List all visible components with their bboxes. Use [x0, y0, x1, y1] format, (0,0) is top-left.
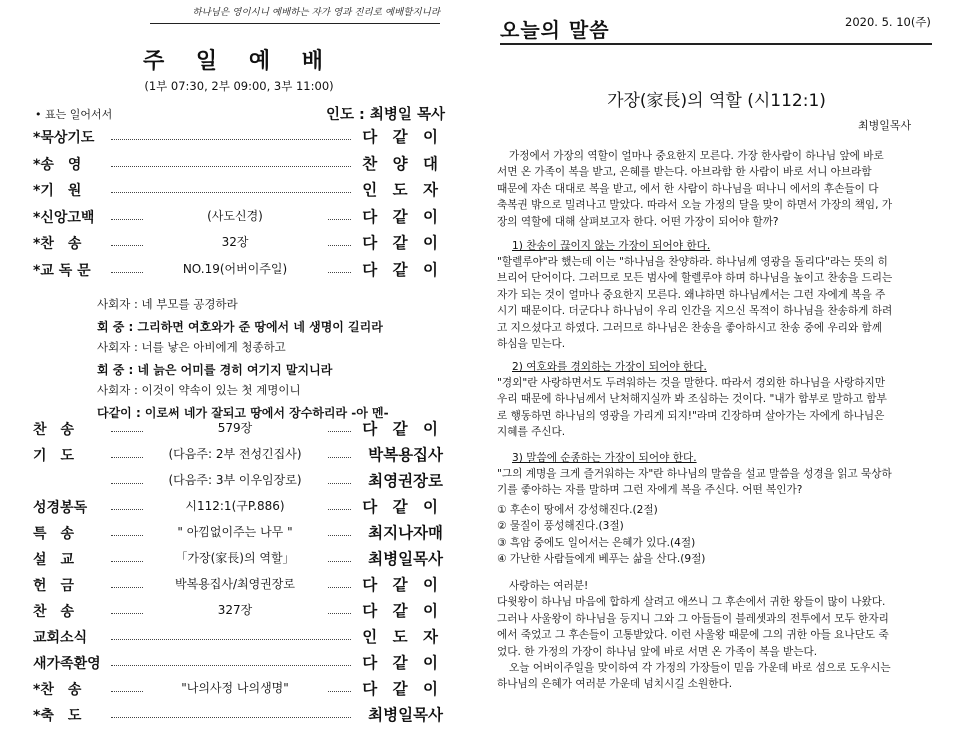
order-item-person: 최병일목사 — [368, 706, 443, 724]
order-item-title: 찬 송 — [33, 422, 75, 438]
service-times: (1부 07:30, 2부 09:00, 3부 11:00) — [144, 79, 334, 93]
order-item-title: *교 독 문 — [33, 262, 91, 279]
text-line: 지혜를 주신다. — [497, 426, 566, 439]
text-line: ④ 가난한 사람들에게 베푸는 삶을 산다.(9절) — [497, 553, 706, 566]
header-divider — [500, 43, 932, 45]
order-item-detail: (다음주: 3부 이우임장로) — [143, 471, 327, 488]
text-line: 오늘 어버이주일을 맞이하여 각 가정의 가장들이 믿음 가운데 바로 섬으로 도우시는 — [509, 662, 891, 675]
text-line: 었다. 한 가정의 가장이 하나님 앞에 바로 서면 온 가족이 복을 받는다. — [497, 645, 818, 658]
dotted-leader — [111, 166, 351, 167]
reading-line: 다같이 : 이로써 네가 잘되고 땅에서 장수하리라 -아 멘- — [97, 405, 389, 420]
dotted-leader — [111, 192, 351, 193]
text-line: 하심을 믿는다. — [497, 338, 566, 351]
order-item-detail: NO.19(어버이주일) — [143, 260, 327, 277]
sermon-page — [478, 0, 955, 731]
order-item-detail: " 아낌없이주는 나무 " — [143, 523, 327, 540]
sermon-title: 가장(家長)의 역할 (시112:1) — [607, 91, 826, 111]
stand-note: • 표는 일어서서 — [35, 108, 113, 121]
blessings-list — [497, 502, 932, 568]
text-line: 자가 되는 것이 얼마나 중요한지 모른다. 왜냐하면 하나님께서는 그런 자에게 복을 주 — [497, 288, 886, 301]
order-item-person: 박복용집사 — [368, 446, 443, 464]
text-line: "할렐루야"라 했는데 이는 "하나님을 찬양하라. 하나님께 영광을 돌리다"라는 뜻의 히 — [497, 256, 888, 268]
order-row — [33, 207, 443, 233]
point1-paragraph — [497, 254, 932, 352]
order-item-title: 찬 송 — [33, 604, 75, 620]
order-item-detail: 박복용집사/최영권장로 — [143, 575, 327, 592]
order-row — [33, 260, 443, 286]
order-item-person: 다 같 이 — [362, 576, 443, 594]
order-row — [33, 549, 443, 575]
order-item-detail: 327장 — [143, 601, 327, 618]
dotted-leader — [111, 639, 351, 640]
text-line: 축복권 밖으로 밀려나고 말았다. 따라서 오늘 가정의 달을 맞이 하면서 가장의 책임, 가 — [497, 199, 893, 212]
order-item-title: 성경봉독 — [33, 500, 88, 516]
text-line: ② 물질이 풍성해진다.(3절) — [497, 520, 624, 533]
order-item-person: 최병일목사 — [368, 550, 443, 568]
text-line: ① 후손이 땅에서 강성해진다.(2절) — [497, 504, 658, 516]
text-line: 에서 죽었고 그 후손들이 고통받았다. 이런 사울왕 때문에 그의 귀한 아들 요나단도 죽 — [497, 629, 889, 642]
text-line: 장의 역할에 대해 살펴보고자 한다. 어떤 가장이 되어야 할까? — [497, 215, 779, 228]
text-line: 사랑하는 여러분! — [509, 580, 589, 592]
order-item-title: *기 원 — [33, 183, 82, 199]
point1-heading — [512, 238, 932, 254]
text-line: 시기 때문이다. 더군다나 하나님이 우리 인간을 지으신 목적이 하나님을 찬송하게 하려 — [497, 305, 893, 318]
sermon-author: 최병일목사 — [858, 119, 912, 132]
order-row — [33, 523, 443, 549]
text-line: 때문에 자손 대대로 복을 받고, 에서 한 사람이 하나님을 떠나니 에서의 후손들이 다 — [497, 182, 879, 195]
order-item-title: 기 도 — [33, 448, 75, 464]
order-item-person: 다 같 이 — [362, 260, 443, 279]
order-item-person: 다 같 이 — [362, 128, 443, 146]
text-line: 다윗왕이 하나님 마음에 합하게 살려고 애쓰니 그 후손에서 귀한 왕들이 많이 나왔다. — [497, 596, 886, 609]
intro-paragraph — [497, 148, 932, 230]
order-item-detail: "나의사정 나의생명" — [143, 679, 327, 696]
order-row — [33, 180, 443, 206]
order-item-person: 다 같 이 — [362, 207, 443, 226]
point2-paragraph — [497, 375, 932, 441]
order-row — [33, 705, 443, 731]
text-line: 하나님의 은혜가 여러분 가운데 넘치시길 소원한다. — [497, 678, 733, 691]
order-item-detail: (다음주: 2부 전성긴집사) — [143, 445, 327, 462]
order-item-title: 설 교 — [33, 552, 75, 568]
reading-line: 사회자 : 너를 낳은 아비에게 청종하고 — [97, 340, 286, 354]
text-line: 고 지으셨다고 하였다. 그러므로 하나님은 찬송을 좋아하시고 찬송 중에 우리와 함께 — [497, 321, 882, 334]
order-row — [33, 497, 443, 523]
order-item-title: 특 송 — [33, 526, 75, 542]
reading-line: 회 중 : 네 늙은 어미를 경히 여기지 말지니라 — [97, 362, 333, 377]
point2-heading — [512, 359, 932, 375]
point3-heading-text: 3) 말씀에 순종하는 가장이 되어야 한다. — [512, 452, 697, 464]
order-item-detail: 579장 — [143, 419, 327, 436]
bulletin-date: 2020. 5. 10(주) — [845, 15, 931, 29]
text-line: 브리어 단어이다. 그러므로 모든 범사에 할렐루야 하며 하나님을 높이고 찬송을 드리는 — [497, 272, 893, 285]
point2-heading-text: 2) 여호와를 경외하는 가장이 되어야 한다. — [512, 361, 707, 373]
text-line: "경외"란 사랑하면서도 두려워하는 것을 말한다. 따라서 경외한 하나님을 사랑하지만 — [497, 377, 885, 389]
order-item-detail: 「가장(家長)의 역할」 — [143, 549, 327, 566]
text-line: 우리 때문에 하나님께서 난처해지실까 봐 조심하는 것이다. "내가 함부로 말하고 함부 — [497, 393, 887, 406]
order-row — [33, 575, 443, 601]
order-row — [33, 127, 443, 153]
leader-label: 인도 : 최병일 목사 — [326, 107, 445, 123]
order-item-person: 다 같 이 — [362, 420, 443, 438]
order-row — [33, 233, 443, 259]
dotted-leader — [111, 139, 351, 140]
order-item-title: *축 도 — [33, 708, 82, 724]
order-item-person: 인 도 자 — [362, 181, 443, 199]
order-item-detail: 시112:1(구P.886) — [143, 497, 327, 514]
order-item-person: 다 같 이 — [362, 498, 443, 516]
order-item-person: 다 같 이 — [362, 602, 443, 620]
text-line: 기를 좋아하는 자를 말하며 그런 자에게 복을 주신다. 어떤 복인가? — [497, 484, 803, 497]
reading-line: 사회자 : 이것이 약속이 있는 첫 계명이니 — [97, 383, 301, 397]
text-line: 가정에서 가장의 역할이 얼마나 중요한지 모른다. 가장 한사람이 하나님 앞에 바로 — [509, 150, 884, 162]
page-title: 주 일 예 배 — [143, 49, 335, 74]
point3-paragraph — [497, 466, 932, 499]
order-row — [33, 627, 443, 653]
order-item-person: 다 같 이 — [362, 234, 443, 252]
reading-line: 사회자 : 네 부모를 공경하라 — [97, 297, 238, 311]
dotted-leader — [111, 665, 351, 666]
order-row — [33, 679, 443, 705]
order-item-person: 다 같 이 — [362, 654, 443, 672]
closing-paragraph — [497, 578, 932, 693]
text-line: 그러나 사울왕이 하나님을 등지니 그와 그 아들들이 블레셋과의 전투에서 모두 한자리 — [497, 612, 889, 625]
order-row — [33, 653, 443, 679]
order-item-detail: 32장 — [143, 233, 327, 250]
order-row — [33, 601, 443, 627]
text-line: 서면 온 가족이 복을 받고, 은혜를 받는다. 아브라함 한 사람이 바로 서니 아브라함 — [497, 166, 872, 179]
order-row — [33, 419, 443, 445]
order-item-person: 다 같 이 — [362, 680, 443, 698]
text-line: 로 행동하면 하나님의 영광을 가리게 되지!"라며 긴장하며 살아가는 자에게 하나님은 — [497, 409, 885, 422]
order-item-title: 새가족환영 — [33, 656, 101, 672]
order-item-title: *찬 송 — [33, 236, 82, 252]
order-row — [33, 471, 443, 497]
order-row — [33, 445, 443, 471]
order-item-person: 최지나자매 — [368, 524, 443, 542]
sermon-header: 오늘의 말씀 — [500, 18, 610, 42]
point3-heading — [512, 450, 932, 466]
order-item-person: 인 도 자 — [362, 628, 443, 646]
dotted-leader — [111, 717, 351, 718]
order-item-title: *송 영 — [33, 156, 82, 173]
order-item-title: 교회소식 — [33, 630, 88, 646]
header-motto: 하나님은 영이시니 예배하는 자가 영과 진리로 예배할지니라 — [150, 4, 440, 24]
order-item-title: 헌 금 — [33, 578, 75, 594]
order-row — [33, 154, 443, 180]
reading-line: 회 중 : 그리하면 여호와가 준 땅에서 네 생명이 길리라 — [97, 319, 383, 334]
point1-heading-text: 1) 찬송이 끊이지 않는 가장이 되어야 한다. — [512, 240, 711, 252]
text-line: ③ 흑암 중에도 일어서는 은혜가 있다.(4절) — [497, 536, 696, 549]
order-item-person: 최영권장로 — [368, 472, 443, 490]
order-item-title: *신앙고백 — [33, 209, 95, 226]
order-item-person: 찬 양 대 — [362, 154, 443, 173]
order-item-title: *찬 송 — [33, 682, 82, 698]
text-line: "그의 계명을 크게 즐거워하는 자"란 하나님의 말씀을 설교 말씀을 성경을 읽고 묵상하 — [497, 468, 892, 480]
order-item-title: *묵상기도 — [33, 130, 95, 146]
order-item-detail: (사도신경) — [143, 207, 327, 224]
